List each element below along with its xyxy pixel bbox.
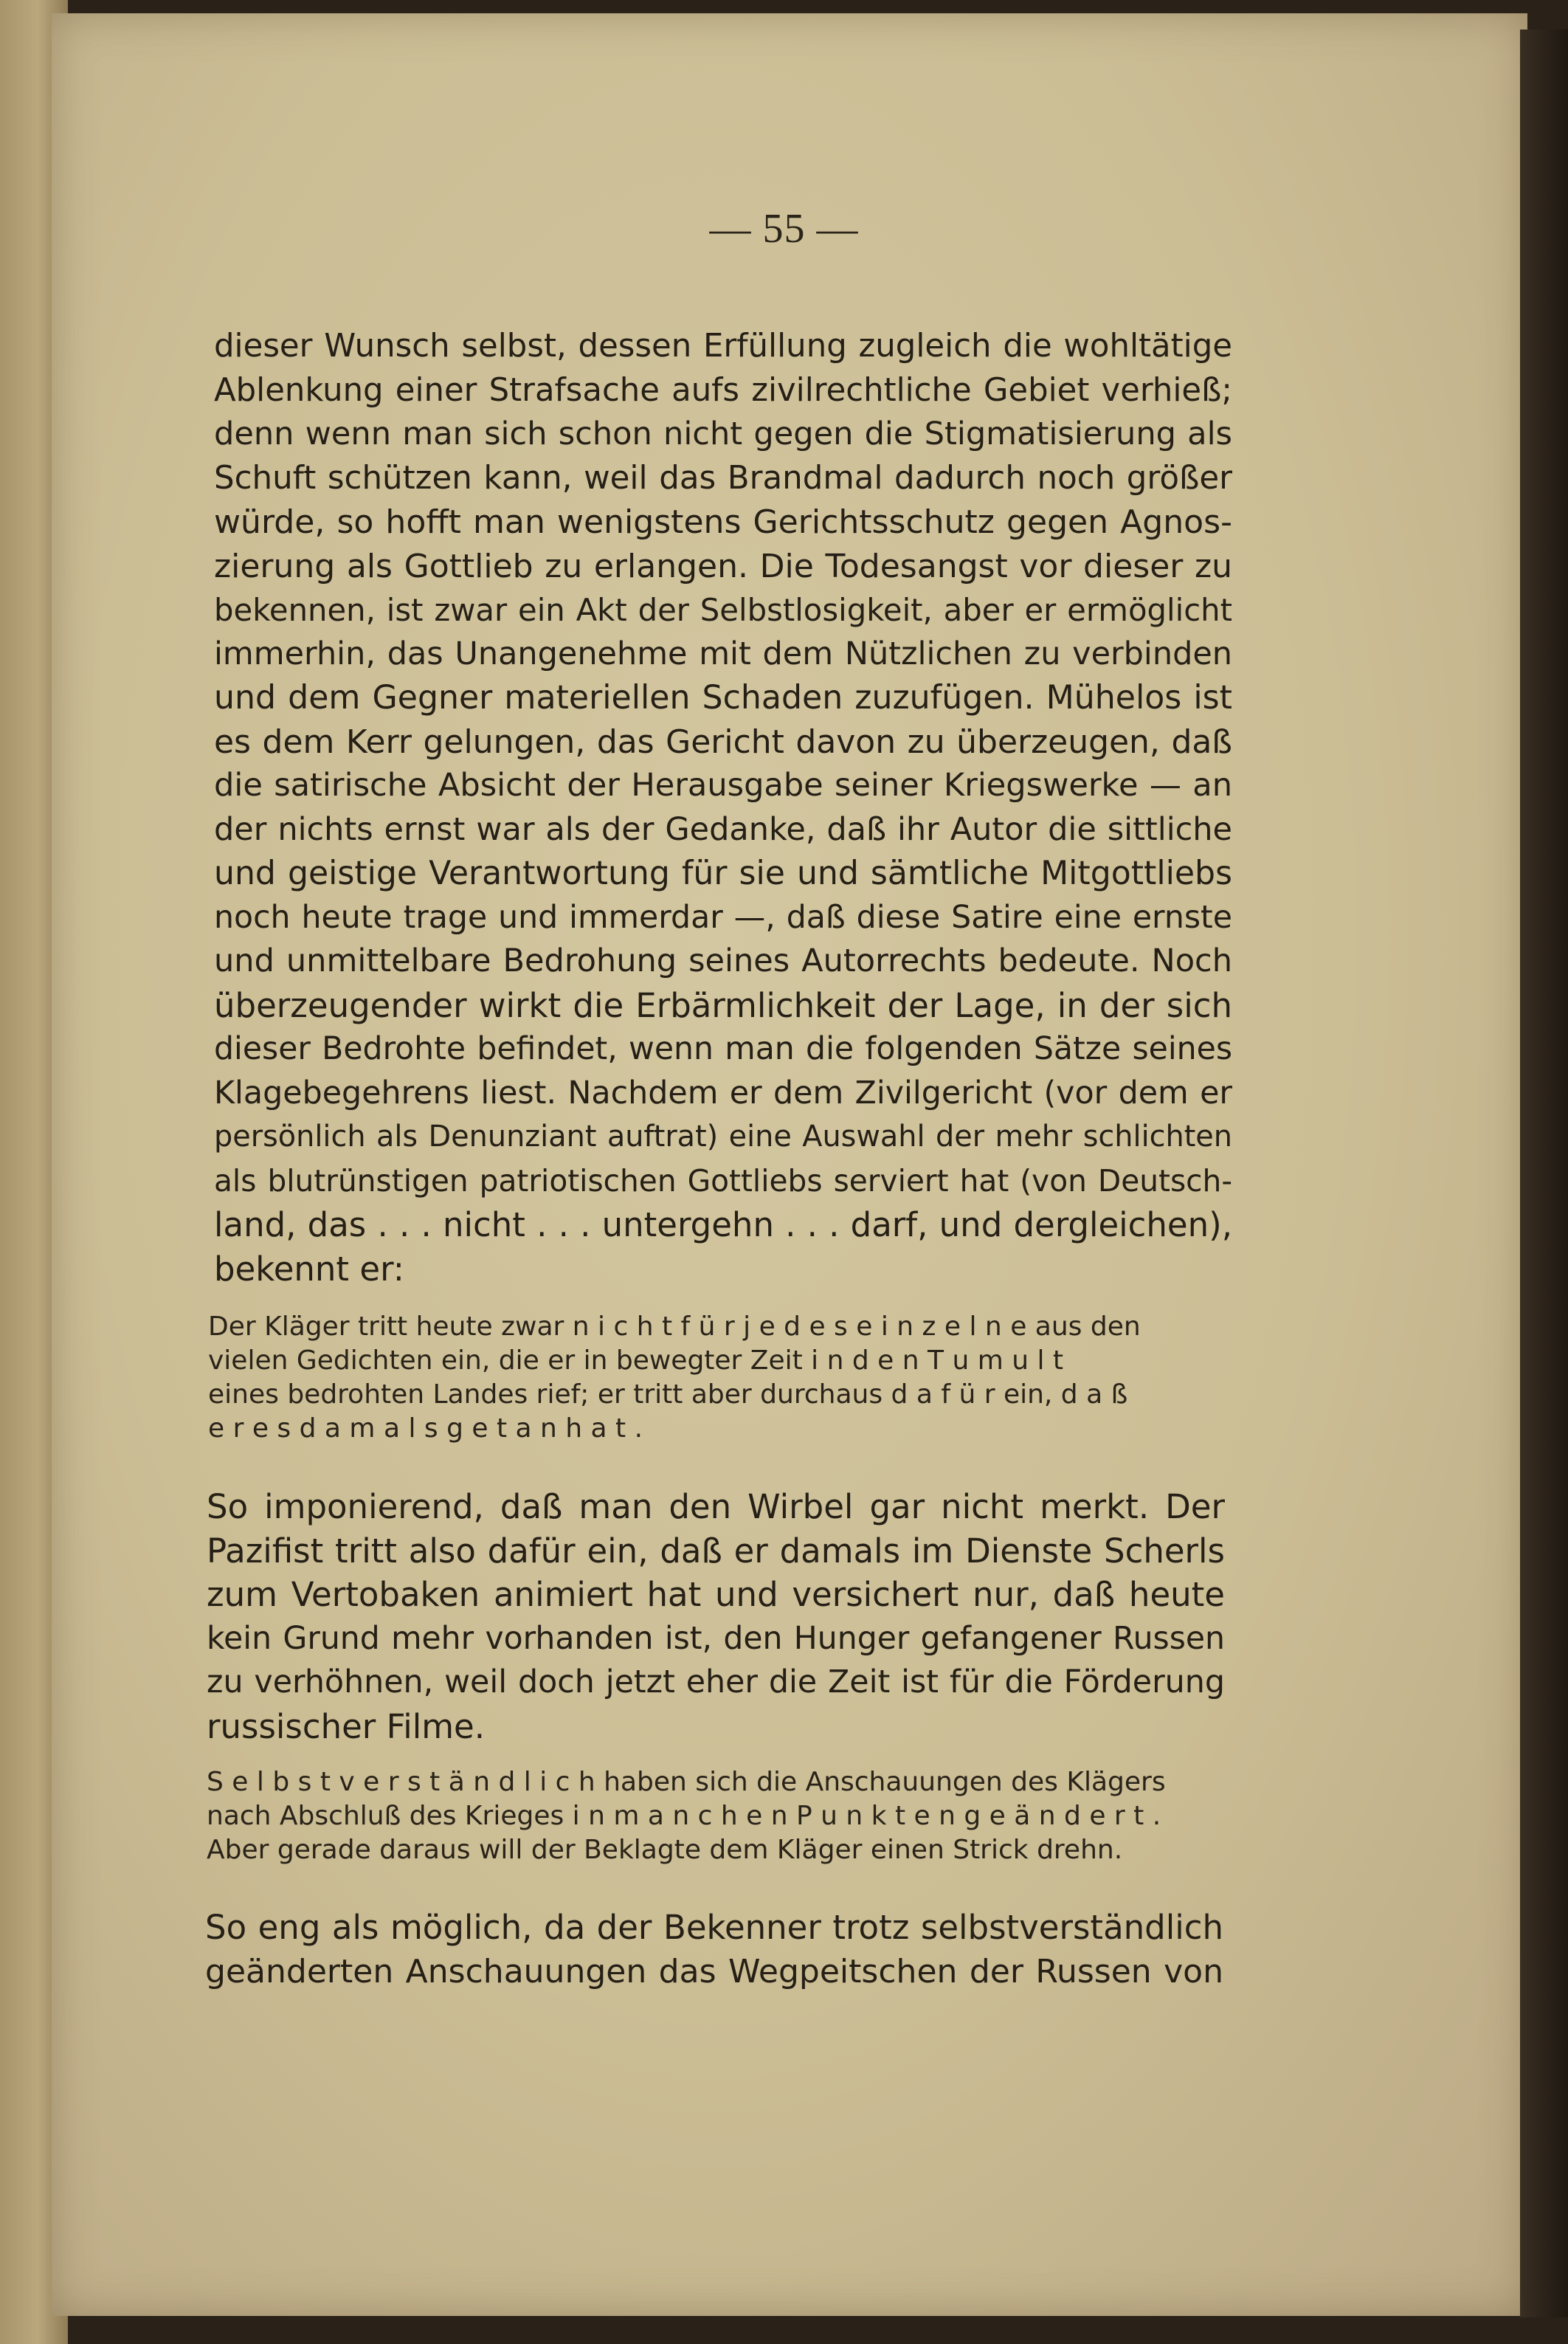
text-line: Klagebegehrens liest. Nachdem er dem Zivilgericht (vor dem er [214,1074,1232,1111]
text-line: überzeugender wirkt die Erbärmlichkeit der Lage, in der sich [214,985,1232,1025]
text-line: zu verhöhnen, weil doch jetzt eher die Zeit ist für die Förderung [207,1664,1225,1700]
text-line: immerhin, das Unangenehme mit dem Nützlichen zu verbinden [214,635,1232,672]
text-line: So eng als möglich, da der Bekenner trotz selbstverständlich [205,1908,1223,1947]
quote-block-2 [207,1765,1225,1867]
text-line: denn wenn man sich schon nicht gegen die Stigmatisierung als [214,416,1232,452]
text-line: land, das . . . nicht . . . untergehn . . . darf, und dergleichen), [214,1205,1232,1244]
text-line: der nichts ernst war als der Gedanke, daß ihr Autor die sittliche [214,810,1232,848]
text-line: zierung als Gottlieb zu erlangen. Die Todesangst vor dieser zu [214,547,1232,585]
quote-line: e r e s d a m a l s g e t a n h a t . [208,1413,643,1444]
text-line: und geistige Verantwortung für sie und sämtliche Mitgottliebs [214,855,1232,892]
quote-line: S e l b s t v e r s t ä n d l i c h haben sich die Anschauungen des Klägers [207,1767,1166,1797]
text-line: noch heute trage und immerdar —, daß diese Satire eine ernste [214,898,1232,936]
quote-line: Der Kläger tritt heute zwar n i c h t f ü r j e d e s e i n z e l n e aus den [208,1311,1141,1342]
text-line: geänderten Anschauungen das Wegpeitschen der Russen von [205,1952,1223,1990]
paragraph-3 [205,1906,1223,1993]
quote-block-1 [208,1310,1226,1446]
text-line: zum Vertobaken animiert hat und versichert nur, daß heute [207,1575,1225,1614]
text-line: russischer Filme. [207,1706,486,1746]
page-number: — 55 — [709,206,859,252]
quote-line: vielen Gedichten ein, die er in bewegter Zeit i n d e n T u m u l t [208,1345,1064,1376]
text-line: bekennt er: [214,1249,404,1289]
text-line: würde, so hofft man wenigstens Gerichtsschutz gegen Agnos- [214,503,1232,541]
text-line: persönlich als Denunziant auftrat) eine Auswahl der mehr schlichten [214,1120,1232,1154]
text-line: So imponierend, daß man den Wirbel gar nicht merkt. Der [207,1487,1225,1526]
text-line: bekennen, ist zwar ein Akt der Selbstlosigkeit, aber er ermöglicht [214,592,1232,628]
text-line: Pazifist tritt also dafür ein, daß er damals im Dienste Scherls [207,1531,1225,1571]
page-binding-edge [1520,30,1568,2317]
text-line: als blutrünstigen patriotischen Gottliebs serviert hat (von Deutsch- [214,1162,1232,1199]
quote-line: eines bedrohten Landes rief; er tritt aber durchaus d a f ü r ein, d a ß [208,1379,1128,1410]
paragraph-1 [214,325,1232,1291]
paragraph-2 [207,1485,1225,1748]
quote-line: Aber gerade daraus will der Beklagte dem Kläger einen Strick drehn. [207,1835,1123,1865]
text-line: und dem Gegner materiellen Schaden zuzufügen. Mühelos ist [214,679,1232,717]
text-line: es dem Kerr gelungen, das Gericht davon zu überzeugen, daß [214,723,1232,761]
text-line: dieser Bedrohte befindet, wenn man die folgenden Sätze seines [214,1030,1232,1067]
text-line: Schuft schützen kann, weil das Brandmal dadurch noch größer [214,459,1232,497]
text-line: die satirische Absicht der Herausgabe seiner Kriegswerke — an [214,767,1232,804]
quote-line: nach Abschluß des Krieges i n m a n c h e n P u n k t e n g e ä n d e r t . [207,1801,1161,1831]
text-line: dieser Wunsch selbst, dessen Erfüllung zugleich die wohltätige [214,328,1232,365]
text-line: Ablenkung einer Strafsache aufs zivilrechtliche Gebiet verhieß; [214,371,1232,409]
text-line: kein Grund mehr vorhanden ist, den Hunger gefangener Russen [207,1620,1225,1657]
text-line: und unmittelbare Bedrohung seines Autorrechts bedeute. Noch [214,942,1232,979]
